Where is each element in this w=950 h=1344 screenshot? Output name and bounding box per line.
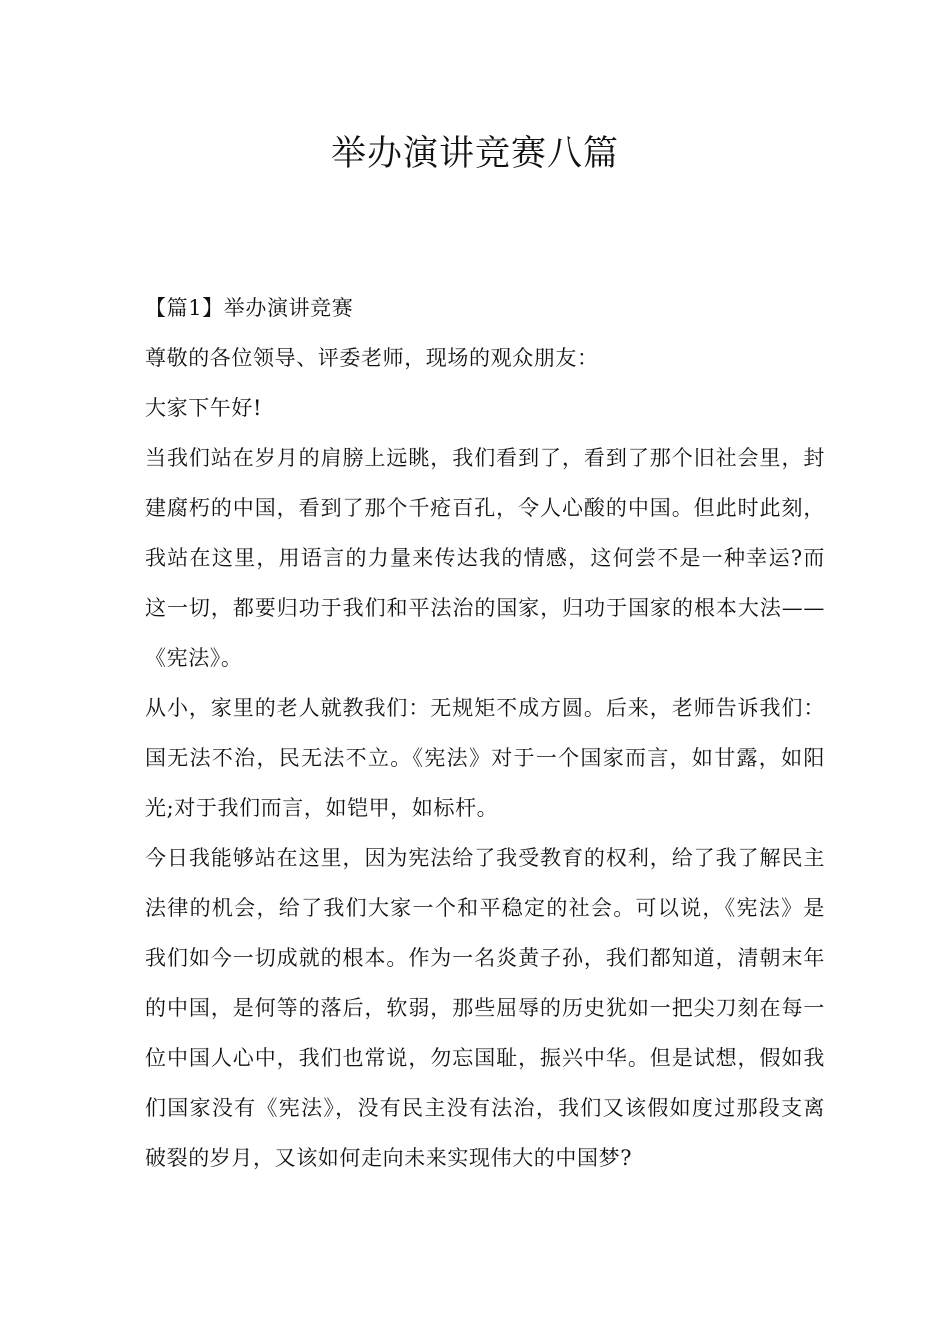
greeting-line: 大家下午好! — [145, 396, 263, 420]
body-paragraph: 今日我能够站在这里，因为宪法给了我受教育的权利，给了我了解民主法律的机会，给了我们大家一个和平稳定的社会。可以说，《宪法》是我们如今一切成就的根本。作为一名炎黄子孙，我们都知道，清朝末年的中国，是何等的落后，软弱，那些屈辱的历史犹如一把尖刀刻在每一位中国人心中，我们也常说，勿忘国耻，振兴中华。但是试想，假如我们国家没有《宪法》，没有民主没有法治，我们又该假如度过那段支离破裂的岁月，又该如何走向未来实现伟大的中国梦? — [145, 846, 825, 1170]
document-title: 举办演讲竞赛八篇 — [330, 134, 619, 174]
document-body — [145, 283, 825, 1183]
body-paragraph: 当我们站在岁月的肩膀上远眺，我们看到了，看到了那个旧社会里，封建腐朽的中国，看到了那个千疮百孔，令人心酸的中国。但此时此刻，我站在这里，用语言的力量来传达我的情感，这何尝不是一种幸运?而这一切，都要归功于我们和平法治的国家，归功于国家的根本大法——《宪法》。 — [145, 446, 825, 670]
salutation-line: 尊敬的各位领导、评委老师，现场的观众朋友： — [145, 346, 599, 370]
body-paragraph: 从小，家里的老人就教我们：无规矩不成方圆。后来，老师告诉我们：国无法不治，民无法不立。《宪法》对于一个国家而言，如甘露，如阳光;对于我们而言，如铠甲，如标杆。 — [145, 696, 825, 820]
section-heading: 【篇1】举办演讲竞赛 — [145, 296, 354, 320]
